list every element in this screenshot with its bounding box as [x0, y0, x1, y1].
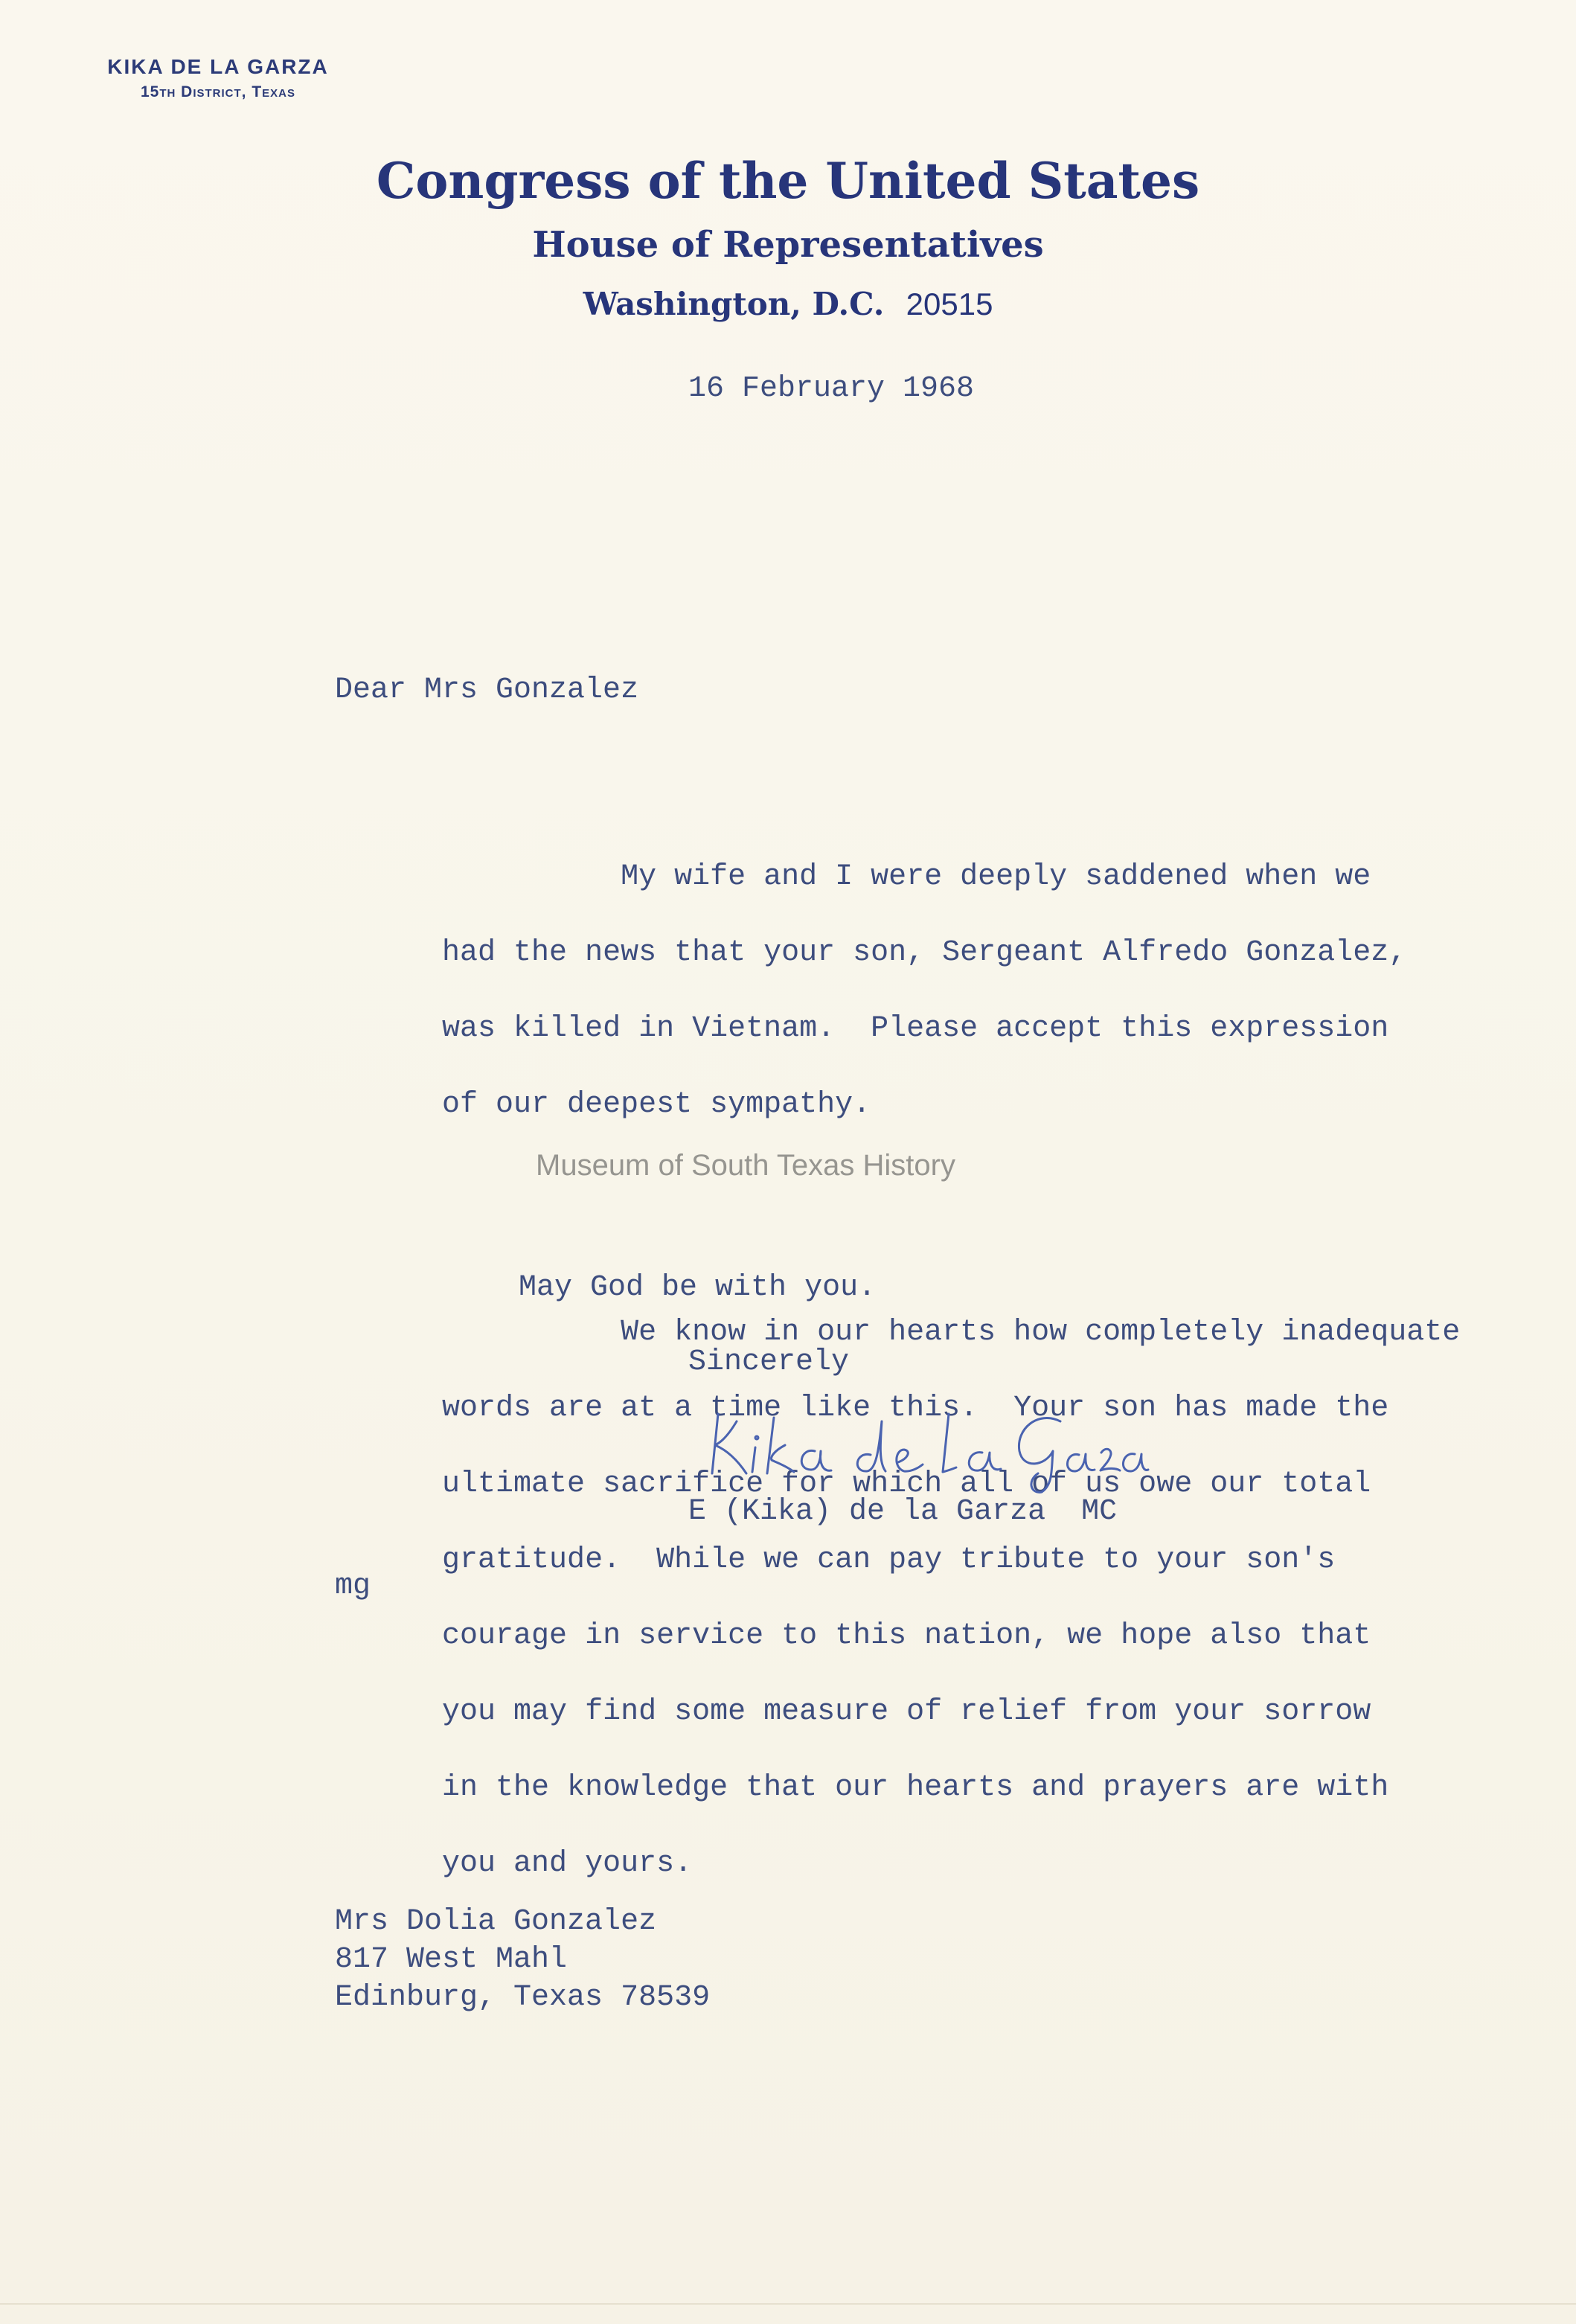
letterhead-address — [0, 280, 1576, 329]
p2-line: in the knowledge that our hearts and prayers are with — [442, 1771, 1389, 1805]
p2-line: We know in our hearts how completely inadequate — [442, 1316, 1461, 1349]
paragraph-1 — [335, 820, 1460, 1162]
letterhead-house: House of Representatives — [532, 224, 1044, 266]
salutation: Dear Mrs Gonzalez — [335, 673, 639, 707]
member-name: KIKA DE LA GARZA — [107, 55, 329, 78]
paragraph-2 — [335, 1275, 1460, 1921]
member-district: 15th District, Texas — [140, 83, 296, 100]
member-block — [77, 55, 359, 101]
recipient-name: Mrs Dolia Gonzalez — [335, 1905, 657, 1939]
typist-initials: mg — [335, 1569, 371, 1603]
p2-line: you and yours. — [442, 1847, 693, 1880]
p1-line: was killed in Vietnam. Please accept this expression — [442, 1012, 1389, 1046]
closing-line: May God be with you. — [519, 1271, 877, 1305]
handwritten-signature — [703, 1399, 1150, 1496]
recipient-street: 817 West Mahl — [335, 1943, 568, 1976]
p1-line: My wife and I were deeply saddened when we — [442, 860, 1371, 894]
typed-signatory: E (Kika) de la Garza MC — [688, 1495, 1118, 1528]
letterhead-zip: 20515 — [906, 287, 993, 321]
p2-line: words are at a time like this. Your son has made the — [442, 1392, 1389, 1425]
letterhead-city: Washington, D.C. — [583, 286, 885, 322]
recipient-address — [335, 1903, 710, 2017]
recipient-city: Edinburg, Texas 78539 — [335, 1981, 711, 2014]
watermark: Museum of South Texas History — [536, 1149, 955, 1182]
letter-date: 16 February 1968 — [688, 372, 975, 406]
sign-off: Sincerely — [688, 1345, 850, 1379]
p2-line: ultimate sacrifice for which all of us owe our total — [442, 1467, 1371, 1501]
page-edge — [0, 2303, 1576, 2305]
letterhead — [0, 149, 1576, 329]
letter-body — [335, 744, 1460, 1997]
letterhead-title: Congress of the United States — [376, 152, 1200, 210]
p1-line: had the news that your son, Sergeant Alfredo Gonzalez, — [442, 936, 1407, 970]
p2-line: courage in service to this nation, we hope also that — [442, 1619, 1371, 1653]
p2-line: gratitude. While we can pay tribute to your son's — [442, 1543, 1336, 1577]
p2-line: you may find some measure of relief from your sorrow — [442, 1695, 1371, 1729]
p1-line: of our deepest sympathy. — [442, 1088, 871, 1121]
